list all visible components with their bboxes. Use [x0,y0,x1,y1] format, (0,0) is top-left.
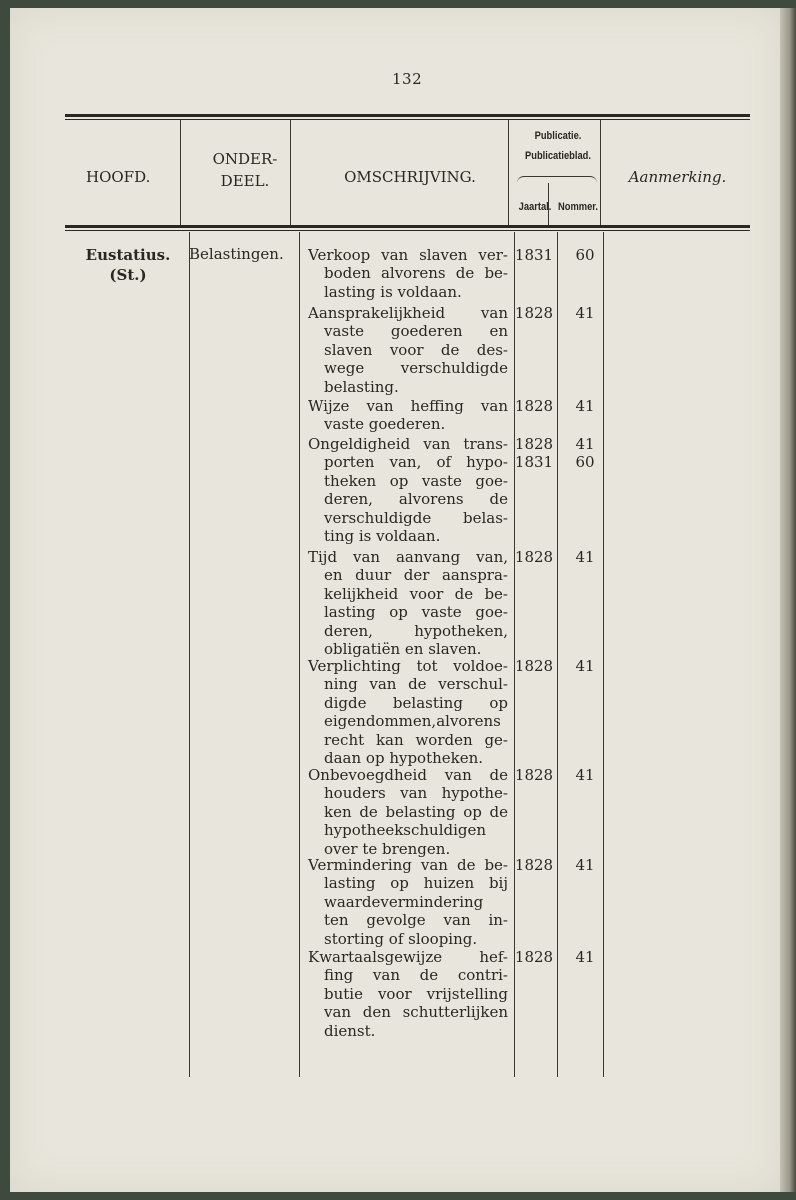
entry-number: 41 [575,657,595,675]
entry-line: Vermindering van de be- [308,856,508,874]
entry-line: kelijkheid voor de be- [324,584,508,603]
hoofd-line1: Eustatius. [85,246,171,264]
entry-line: Kwartaalsgewijze hef- [308,948,508,966]
entry-number: 41 [575,397,595,415]
entry-line: digde belasting op [324,693,508,712]
header-aanmerking: Aanmerking. [628,168,727,186]
entry-year: 1828 [514,657,554,675]
entry-description [308,435,508,545]
header-rule [65,225,750,228]
entry-line: ning van de verschul- [324,675,508,694]
entry-description [308,246,508,301]
entry-number: 41 [575,435,595,453]
entry-line: Ongeldigheid van trans- [308,435,508,453]
entry-number: 41 [575,856,595,874]
entry-line: over te brengen. [324,839,451,858]
entry-line: Tijd van aanvang van, [308,548,508,566]
entry-line: lasting op huizen bij [324,874,508,893]
entry-number: 41 [575,304,595,322]
entry-line: waardevermindering [324,892,484,911]
entry-line: belasting. [324,377,399,396]
entry-line: obligatiën en slaven. [324,640,482,659]
entry-line: Verkoop van slaven ver- [308,246,508,264]
top-rule-thin [65,119,750,120]
entry-line: ten gevolge van in- [324,911,508,930]
entry-line: vaste goederen en [324,322,508,341]
entry-line: recht kan worden ge- [324,730,508,749]
column-divider [180,120,181,225]
entry-line: Verplichting tot voldoe- [308,657,508,675]
header-hoofd: HOOFD. [86,168,151,186]
entry-line: en duur der aanspra- [324,566,508,585]
entry-line: van den schutterlijken [324,1003,508,1022]
column-divider [189,232,190,1077]
entry-year: 1831 [514,453,554,472]
entry-line: slaven voor de des- [324,340,508,359]
entry-description [308,304,508,396]
entry-line: butie voor vrijstelling [324,984,508,1003]
header-onderdeel [190,148,300,192]
entry-line: boden alvorens de be- [324,264,508,283]
hoofd-line2: (St.) [109,266,147,284]
entry-description [308,766,508,858]
header-publicatie: Publicatie. [534,130,582,142]
entry-year: 1828 [514,397,554,415]
top-rule [65,114,750,117]
page-edge [780,8,796,1192]
header-onderdeel-line1: ONDER- [212,150,278,168]
entry-number: 60 [575,453,595,472]
header-publicatieblad: Publicatieblad. [524,150,591,162]
header-nommer: Nommer. [557,201,599,213]
entry-line: theken op vaste goe- [324,471,508,490]
entry-description [308,657,508,767]
entry-number: 60 [575,246,595,264]
entry-year: 1828 [514,766,554,784]
entry-line: ting is voldaan. [324,527,441,546]
column-divider [299,232,300,1077]
entry-number: 41 [575,766,595,784]
entry-line: deren, alvorens de [324,490,508,509]
entry-line: Aansprakelijkheid van [308,304,508,322]
entry-line: hypotheekschuldigen [324,821,487,840]
entry-line: ken de belasting op de [324,802,508,821]
entry-line: porten van, of hypo- [324,453,508,472]
entry-line: Onbevoegdheid van de [308,766,508,784]
entry-year: 1828 [514,435,554,453]
onderdeel-cell: Belastingen. [189,245,284,263]
entry-line: fing van de contri- [324,966,508,985]
entry-year: 1828 [514,856,554,874]
entry-line: wege verschuldigde [324,359,508,378]
entry-description [308,548,508,658]
entry-line: Wijze van heffing van [308,397,508,415]
hoofd-cell [84,245,172,285]
entry-line: storting of slooping. [324,929,478,948]
entry-line: verschuldigde belas- [324,508,508,527]
entry-year: 1828 [514,948,554,966]
entry-line: lasting op vaste goe- [324,603,508,622]
header-rule-thin [65,230,750,231]
entry-line: daan op hypotheken. [324,749,484,768]
entry-line: lasting is voldaan. [324,282,462,301]
entry-line: houders van hypothe- [324,784,508,803]
entry-description [308,948,508,1040]
entry-number: 41 [575,948,595,966]
entry-year: 1828 [514,548,554,566]
column-divider [557,232,558,1077]
brace [517,176,597,183]
page-number: 132 [392,70,423,88]
header-omschrijving: OMSCHRIJVING. [344,168,476,186]
entry-year: 1831 [514,246,554,264]
entry-line: vaste goederen. [324,415,446,434]
entry-line: dienst. [324,1021,376,1040]
header-jaartal: Jaartal. [518,201,552,213]
entry-line: eigendommen,alvorens [324,712,501,731]
entry-year: 1828 [514,304,554,322]
entry-description [308,397,508,434]
entry-description [308,856,508,948]
entry-line: deren, hypotheken, [324,621,508,640]
header-onderdeel-line2: DEEL. [220,172,270,190]
entry-number: 41 [575,548,595,566]
